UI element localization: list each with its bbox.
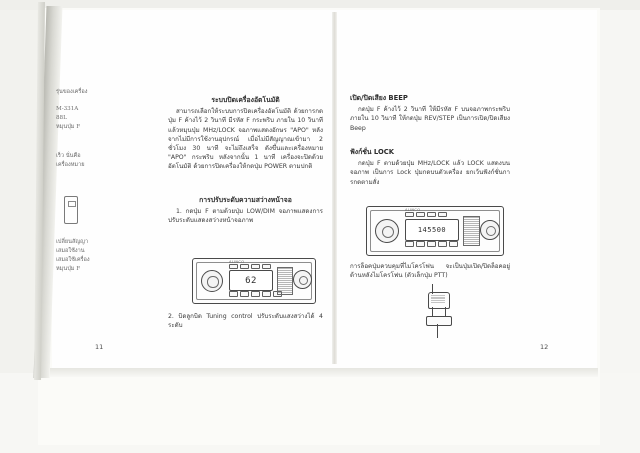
brand-label: ALINCO xyxy=(229,259,245,264)
section-heading-lock: ฟังก์ชั่น LOCK xyxy=(350,148,394,156)
microphone-mesh xyxy=(431,295,445,304)
microphone-base xyxy=(426,316,452,326)
lcd-display-value: 62 xyxy=(245,275,257,286)
right-page-column-2 xyxy=(350,148,510,191)
function-button-row-right xyxy=(405,241,458,247)
margin-note-2: 88L xyxy=(56,115,67,121)
page-stack-edge xyxy=(50,368,598,377)
button-upper-2 xyxy=(240,264,249,269)
microphone-cord xyxy=(437,324,438,338)
left-page-column-2 xyxy=(168,196,323,230)
margin-sketch-box xyxy=(64,196,78,224)
button-f-right xyxy=(405,241,414,247)
right-page-column-3 xyxy=(350,262,510,284)
function-button-row xyxy=(229,291,282,297)
button-upper-3 xyxy=(251,264,260,269)
section-paragraph-lock-2: การล็อคปุ่มควบคุมที่ไมโครโฟน จะเป็นปุ่มเปิด/ปิดล็อคอยู่ด้านหลังไมโครโฟน (ตัวเล็กปุ่ม PTT) xyxy=(350,263,510,280)
margin-note-3: หมุนปุ่ม F xyxy=(56,124,81,130)
button-mhz-lock xyxy=(262,291,271,297)
speaker-grille xyxy=(277,267,293,295)
lcd-display xyxy=(229,270,273,291)
speaker-grille-right xyxy=(463,216,480,246)
section-paragraph-beep: กดปุ่ม F ค้างไว้ 2 วินาที ให้มีรหัส F บนจอภาพกระพริบ ภายใน 10 วินาที ให้กดปุ่ม REV/STEP เป็นการเปิด/ปิดเสียง Beep xyxy=(350,106,510,132)
brand-label-right: ALINCO xyxy=(405,207,421,212)
leader-line xyxy=(432,284,433,294)
radio-front-panel-illustration-left xyxy=(192,258,316,304)
upper-button-row xyxy=(229,264,271,269)
button-upper-2-right xyxy=(416,212,425,217)
margin-note-1: M-331A xyxy=(56,106,79,112)
left-page-column xyxy=(168,96,323,176)
right-page-column xyxy=(350,94,510,137)
tuning-knob xyxy=(293,270,312,289)
upper-button-row-right xyxy=(405,212,447,217)
tuning-knob-right xyxy=(480,220,500,240)
margin-note-4: เร็ว นั่นคือ xyxy=(56,153,81,159)
button-upper-4 xyxy=(262,264,271,269)
section-paragraph-lock-1: กดปุ่ม F ตามด้วยปุ่ม MHz/LOCK แล้ว LOCK แสดงบนจอภาพ เป็นการ Lock ปุ่มกดบนตัวเครื่อง ยกเว้นฟังก์ชั่นการกดตามสั่ง xyxy=(350,160,510,186)
button-mhz-lock-right xyxy=(438,241,447,247)
button-rev-step xyxy=(251,291,260,297)
button-f xyxy=(229,291,238,297)
button-upper-4-right xyxy=(438,212,447,217)
button-rev-step-right xyxy=(427,241,436,247)
margin-note-0: รุ่นของเครื่อง xyxy=(56,89,88,95)
button-power-right xyxy=(449,241,458,247)
section-heading-brightness: การปรับระดับความสว่างหน้าจอ xyxy=(199,196,292,204)
button-low-dim-right xyxy=(416,241,425,247)
section-paragraph-brightness-1: 1. กดปุ่ม F ตามด้วยปุ่ม LOW/DIM จอภาพแสดงการปรับระดับแสดงสว่างหน้าจอภาพ xyxy=(168,208,323,225)
button-upper-1-right xyxy=(405,212,414,217)
lcd-display-right xyxy=(405,219,459,241)
volume-knob xyxy=(201,270,223,292)
microphone-neck xyxy=(432,307,446,316)
microphone-illustration xyxy=(418,292,460,342)
folio-left: 11 xyxy=(95,343,104,351)
section-heading-auto-power-off: ระบบปิดเครื่องอัตโนมัติ xyxy=(211,96,280,104)
book-gutter xyxy=(332,12,337,364)
button-upper-3-right xyxy=(427,212,436,217)
volume-knob-right xyxy=(375,219,399,243)
section-paragraph-auto-power-off: สามารถเลือกให้ระบบการปิดเครื่องอัตโนมัติ ด้วยการกดปุ่ม F ค้างไว้ 2 วินาที มีรหัส F กระพริบ ภายใน 10 วินาที แล้วหมุนปุ่ม MHz/LOCK จอภาพแสดงอักษร "APO" หลังจากไม่มีการใช้งานอุปกรณ์ เมื่อไม่มีสัญญาณเข้ามา 2 ชั่วโมง 30 นาที จะไม่ถึงเสร็จ ดังขึ้นและเครื่องหมาย "APO" กระพริบ หลังจากนั้น 1 นาที เครื่องจะปิดด้วยอัตโนมัติ ด้วยการปิดเครื่องให้กดปุ่ม POWER ตามปกติ xyxy=(168,108,323,171)
book-spread xyxy=(52,10,597,370)
left-page-column-3 xyxy=(168,312,323,334)
radio-front-panel-illustration-right xyxy=(366,206,504,256)
margin-note-5: เครื่องหมาย xyxy=(56,162,85,168)
margin-note-6: เปลี่ยนสัญญา xyxy=(56,239,89,245)
margin-note-9: หมุนปุ่ม F xyxy=(56,266,81,272)
margin-sketch-inner xyxy=(68,201,76,207)
button-upper-1 xyxy=(229,264,238,269)
margin-note-8: เสมอใช้เครื่อง xyxy=(56,257,90,263)
folio-right: 12 xyxy=(540,343,549,351)
section-paragraph-brightness-2: 2. บิดลูกบิด Tuning control ปรับระดับแสงสว่างได้ 4 ระดับ xyxy=(168,313,323,330)
lcd-display-value-right: 145500 xyxy=(417,226,447,234)
button-low-dim xyxy=(240,291,249,297)
section-heading-beep: เปิด/ปิดเสียง BEEP xyxy=(350,94,408,102)
margin-note-7: เสมอใช้งาน xyxy=(56,248,85,254)
